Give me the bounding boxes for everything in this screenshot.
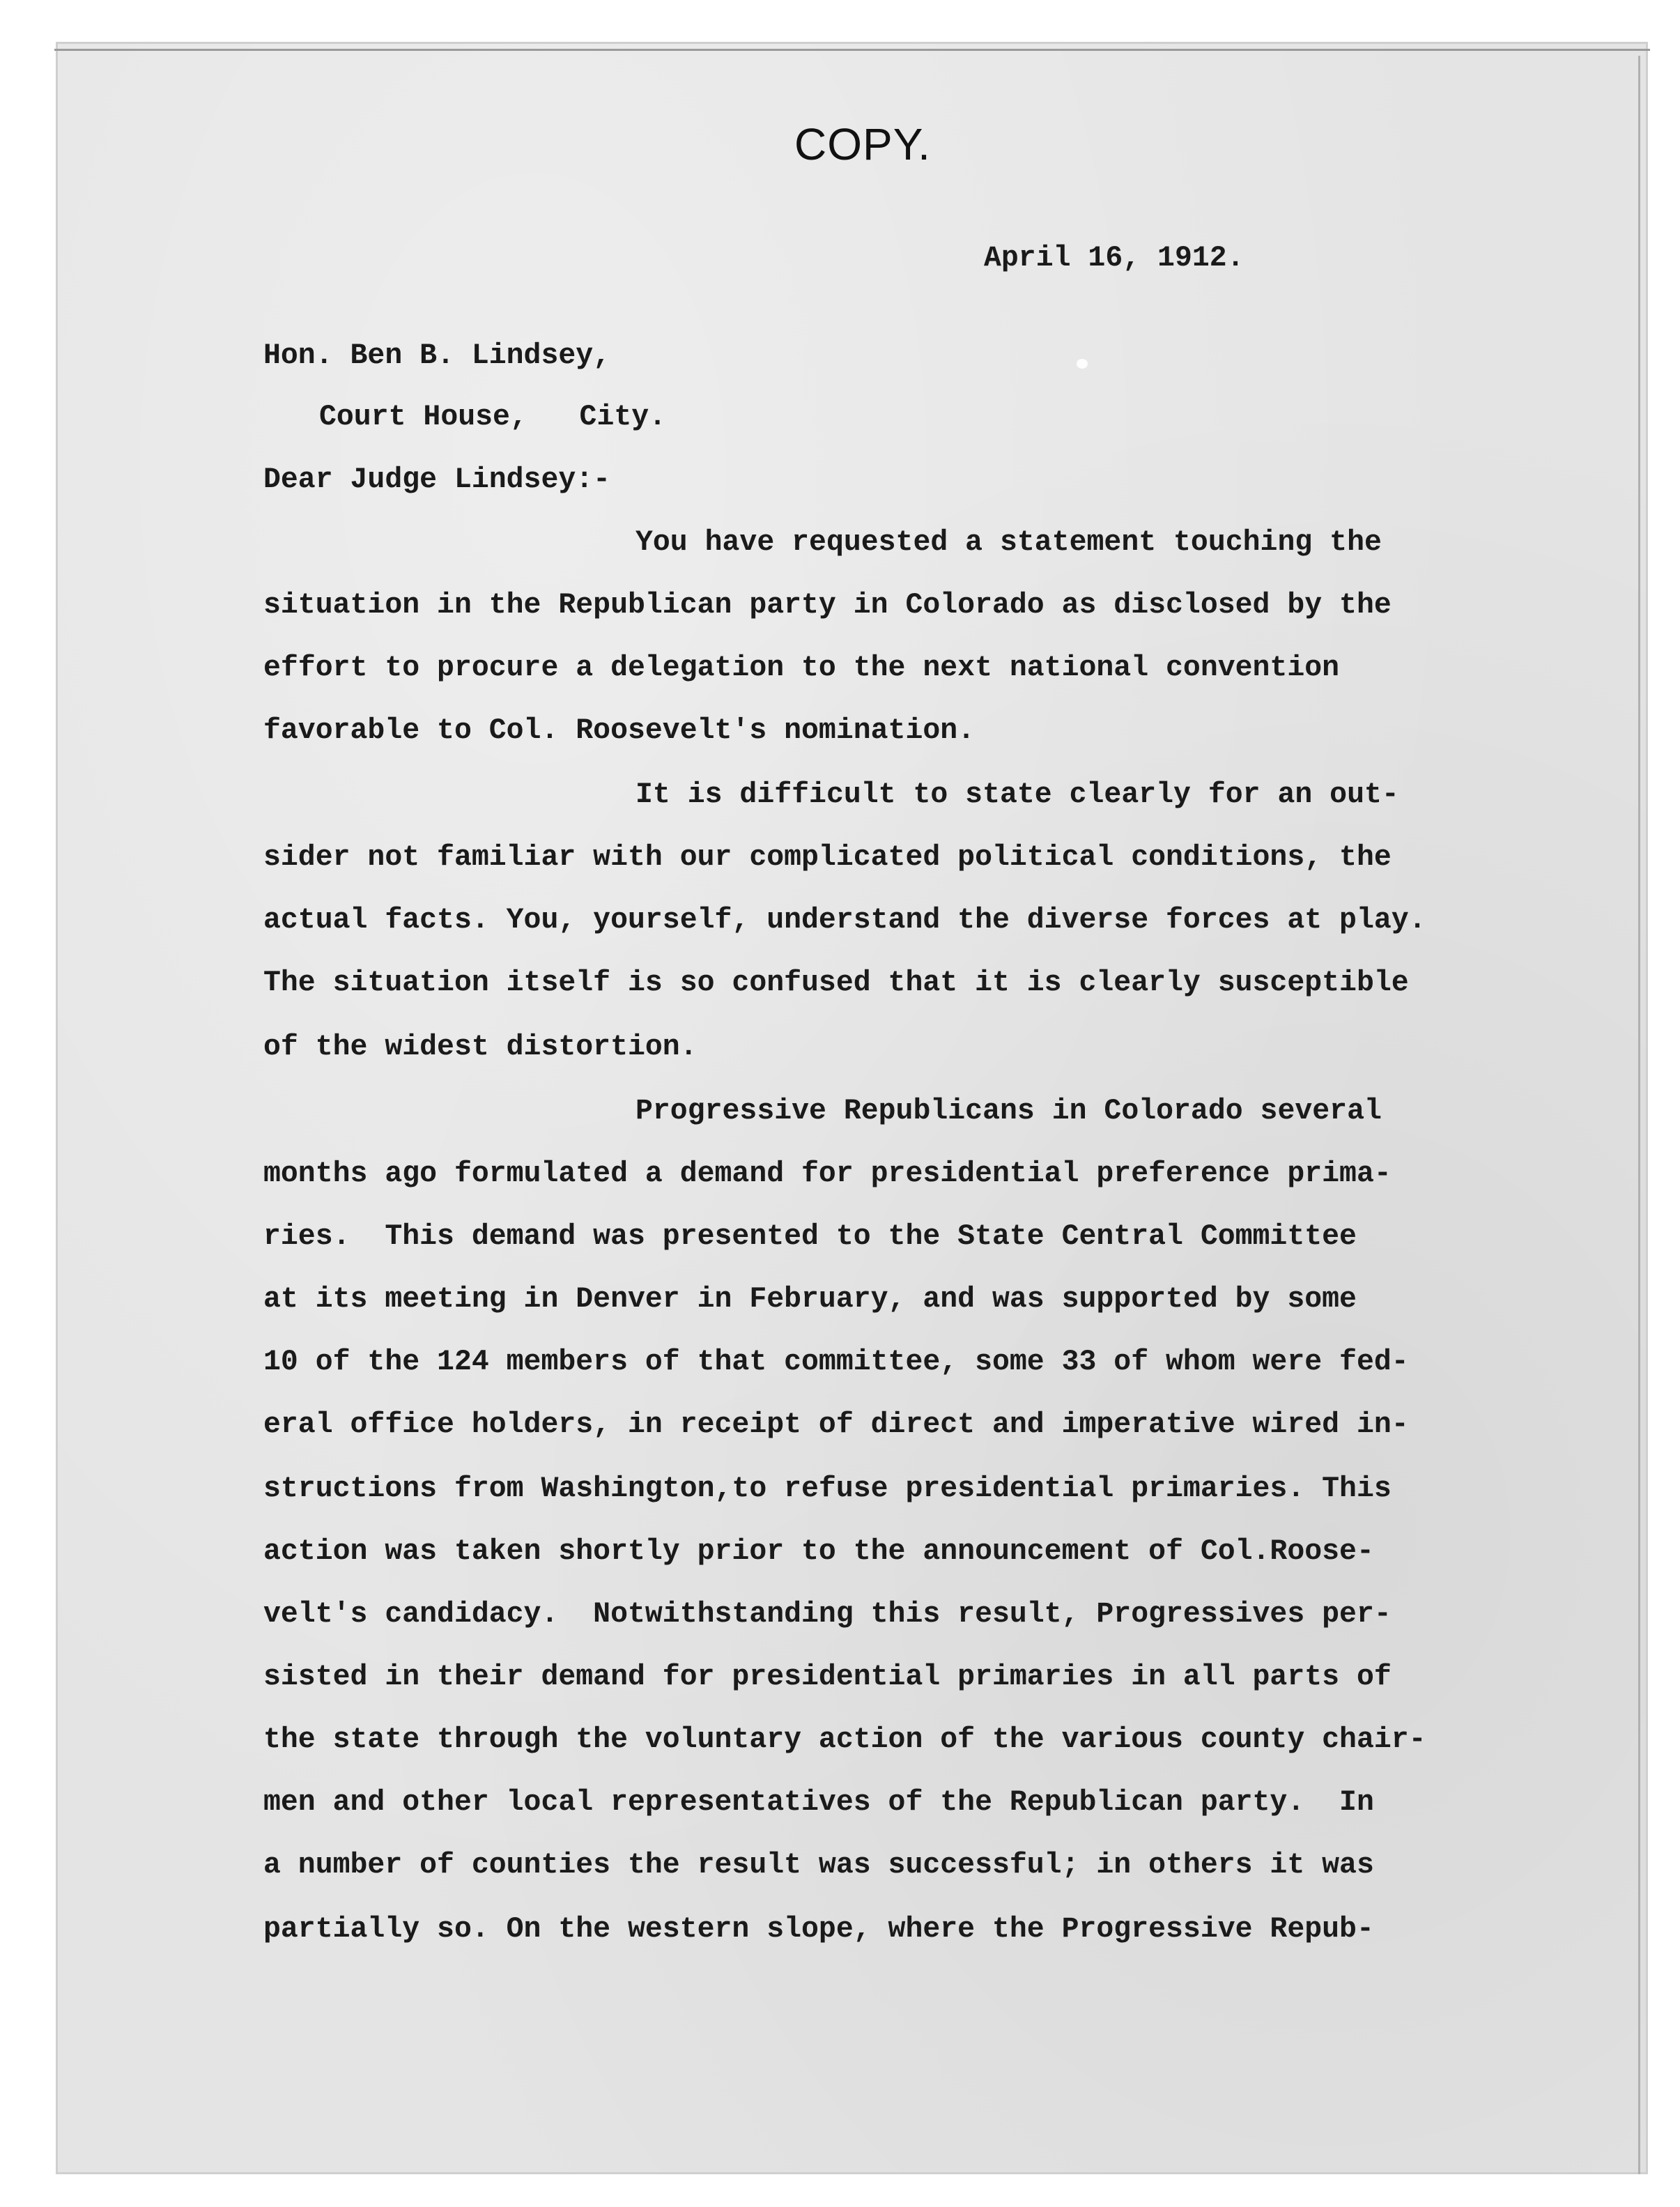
body-line: The situation itself is so confused that it is clearly susceptible — [263, 967, 1409, 999]
body-line: ries. This demand was presented to the State Central Committee — [263, 1220, 1357, 1253]
body-line: structions from Washington,to refuse presidential primaries. This — [263, 1472, 1392, 1505]
body-line: It is difficult to state clearly for an out- — [635, 778, 1399, 811]
body-line: men and other local representatives of the Republican party. In — [263, 1786, 1374, 1819]
body-line: at its meeting in Denver in February, and was supported by some — [263, 1283, 1357, 1316]
body-line: sisted in their demand for presidential primaries in all parts of — [263, 1661, 1392, 1693]
recipient-name: Hon. Ben B. Lindsey, — [263, 339, 611, 372]
body-line: Progressive Republicans in Colorado several — [635, 1095, 1382, 1128]
salutation: Dear Judge Lindsey:- — [263, 463, 611, 496]
body-line: a number of counties the result was successful; in others it was — [263, 1849, 1374, 1882]
copy-heading: COPY. — [794, 119, 931, 169]
recipient-address: Court House, City. — [319, 401, 667, 433]
body-line: sider not familiar with our complicated political conditions, the — [263, 841, 1392, 874]
body-line: eral office holders, in receipt of direct and imperative wired in- — [263, 1408, 1409, 1441]
body-line: favorable to Col. Roosevelt's nomination. — [263, 714, 976, 747]
paper-edge-right — [1634, 56, 1640, 2174]
paper-smudge — [1077, 359, 1088, 369]
body-line: months ago formulated a demand for presidential preference prima- — [263, 1158, 1392, 1190]
body-line: 10 of the 124 members of that committee, some 33 of whom were fed- — [263, 1346, 1409, 1378]
body-line: You have requested a statement touching the — [635, 526, 1382, 559]
body-line: effort to procure a delegation to the next national convention — [263, 652, 1340, 684]
body-line: velt's candidacy. Notwithstanding this result, Progressives per- — [263, 1598, 1392, 1631]
paper-edge-top — [54, 49, 1650, 56]
body-line: action was taken shortly prior to the announcement of Col.Roose- — [263, 1535, 1374, 1568]
body-line: situation in the Republican party in Colorado as disclosed by the — [263, 589, 1392, 622]
body-line: actual facts. You, yourself, understand the diverse forces at play. — [263, 904, 1426, 937]
body-line: the state through the voluntary action of the various county chair- — [263, 1723, 1426, 1756]
letter-date: April 16, 1912. — [984, 242, 1244, 275]
body-line: partially so. On the western slope, where the Progressive Repub- — [263, 1913, 1374, 1946]
body-line: of the widest distortion. — [263, 1031, 698, 1063]
